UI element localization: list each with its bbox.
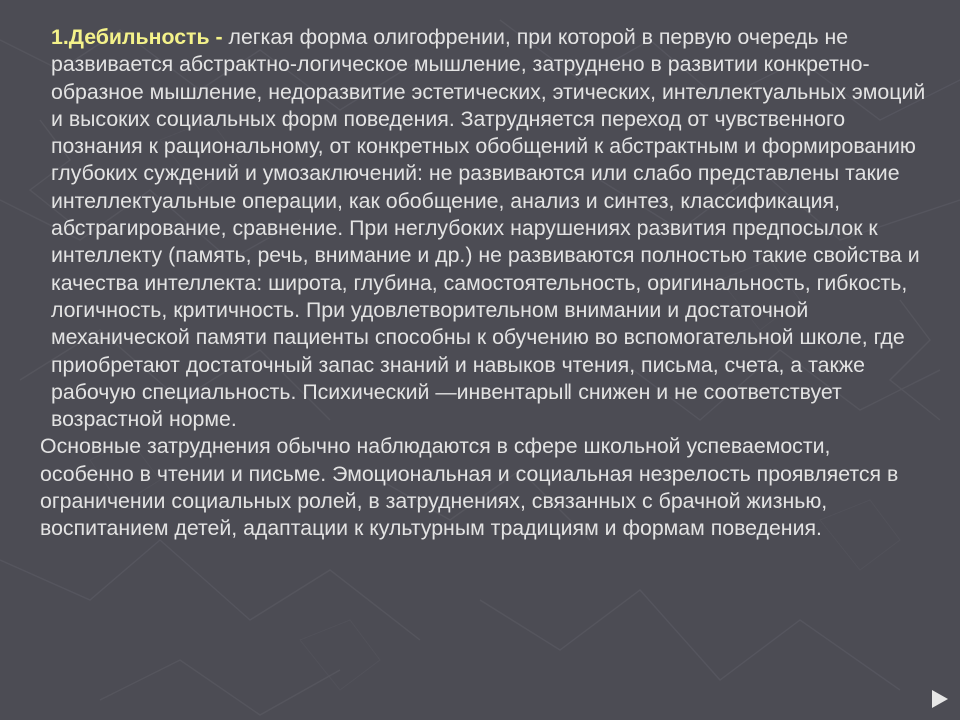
definition-text: легкая форма олигофрении, при которой в первую очередь не развивается абстрактно-логическое мышление, затруднено в развитии конкретно-образное мышление, недоразвитие эстетических, этических, интеллектуальных эмоций и высоких социальных форм поведения. Затрудняется переход от чувственного познания к рациональному, от конкретных обобщений к абстрактным и формированию глубоких суждений и умозаключений: не развиваются или слабо представлены такие интеллектуальные операции, как обобщение, анализ и синтез, классификация, абстрагирование, сравнение. При неглубоких нарушениях развития предпосылок к интеллекту (память, речь, внимание и др.) не развиваются полностью такие свойства и качества интеллекта: широта, глубина, самостоятельность, оригинальность, гибкость, логичность, критичность. При удовлетворительном внимании и достаточной механической памяти пациенты способны к обучению во вспомогательной школе, где приобретают достаточный запас знаний и навыков чтения, письма, счета, а также рабочую специальность. Психический —инвентары‖ снижен и не соответствует возрастной норме. <box>51 25 926 432</box>
next-slide-arrow-icon[interactable] <box>932 690 948 708</box>
paragraph-difficulties: Основные затруднения обычно наблюдаются в сфере школьной успеваемости, особенно в чтении и письме. Эмоциональная и социальная незрелость проявляется в ограничении социальных ролей, в затруднениях, связанных с брачной жизнью, воспитанием детей, адаптации к культурным традициям и формам поведения. <box>40 434 899 541</box>
paragraph-definition <box>40 24 930 433</box>
term-heading: 1.Дебильность - <box>51 25 223 49</box>
slide-body <box>40 24 930 543</box>
